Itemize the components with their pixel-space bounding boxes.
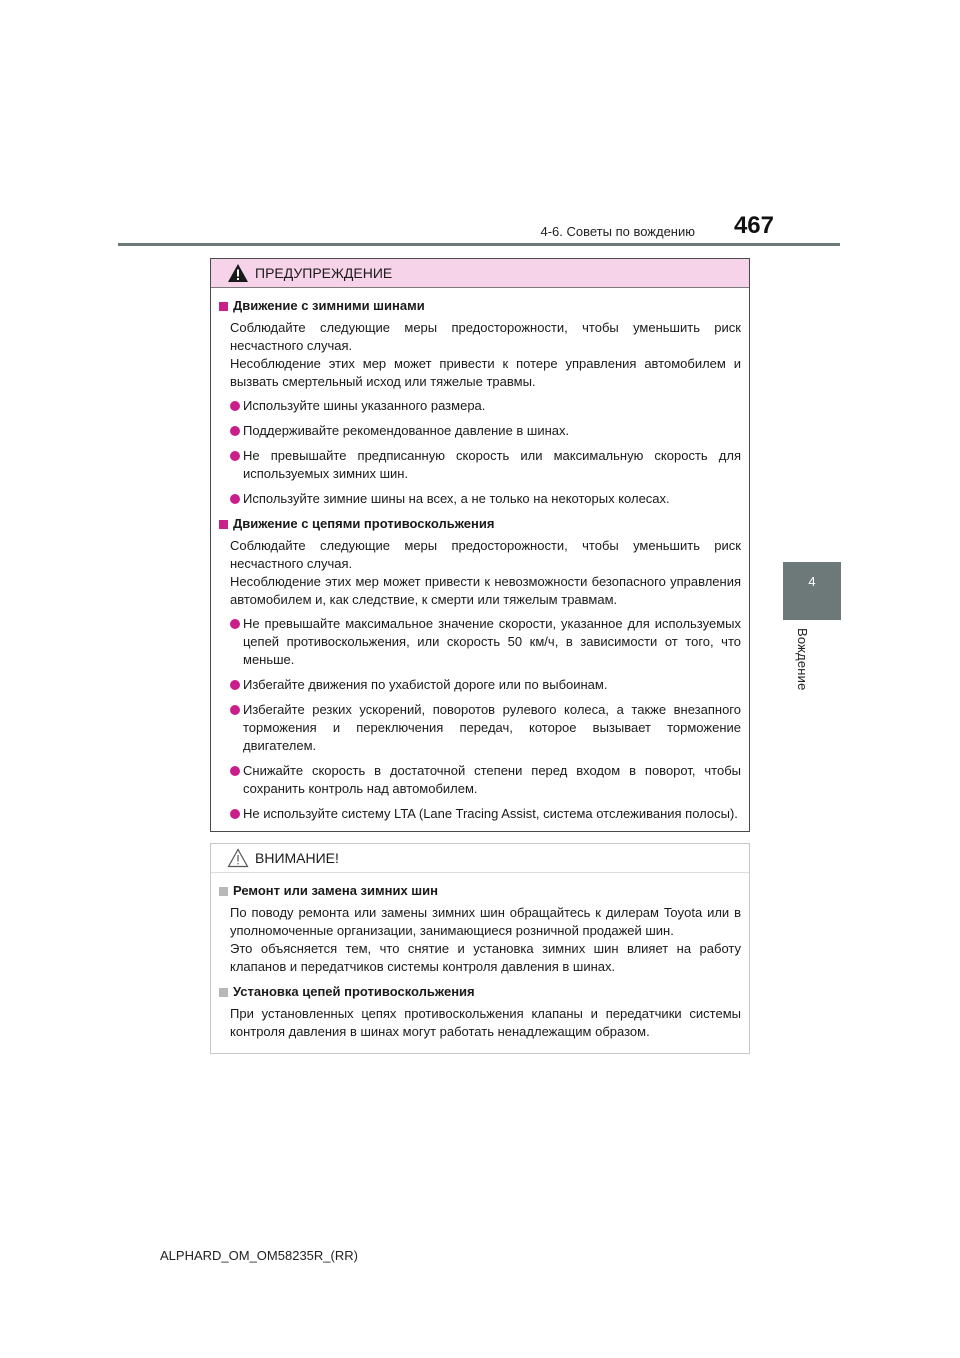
dot-bullet-icon	[230, 809, 240, 819]
dot-bullet-icon	[230, 766, 240, 776]
header-rule	[118, 243, 840, 246]
caution-body	[211, 873, 749, 1041]
dot-bullet-icon	[230, 426, 240, 436]
caution-section-tire-repair	[219, 882, 741, 976]
dot-bullet-icon	[230, 705, 240, 715]
section-heading: Движение с цепями противоскольжения	[219, 515, 741, 533]
warning-body	[211, 288, 749, 823]
square-bullet-icon	[219, 302, 228, 311]
caution-header	[211, 844, 749, 873]
document-code: ALPHARD_OM_OM58235R_(RR)	[160, 1248, 358, 1263]
section-heading: Установка цепей противоскольжения	[219, 983, 741, 1001]
list-item: Избегайте движения по ухабистой дороге или по выбоинам.	[219, 676, 741, 694]
list-item: Снижайте скорость в достаточной степени перед входом в поворот, чтобы сохранить контроль над автомобилем.	[219, 762, 741, 798]
caution-section-chain-install	[219, 983, 741, 1041]
caution-triangle-outline-icon	[227, 848, 249, 868]
paragraph: Несоблюдение этих мер может привести к невозможности безопасного управления автомобилем и, как следствие, к смерти или тяжелым травмам.	[230, 574, 741, 607]
chapter-number: 4	[808, 574, 816, 589]
page-header	[0, 0, 960, 250]
caution-title: ВНИМАНИЕ!	[255, 850, 339, 866]
caution-box	[210, 843, 750, 1054]
bullet-list	[219, 397, 741, 508]
dot-bullet-icon	[230, 401, 240, 411]
paragraph: Несоблюдение этих мер может привести к потере управления автомобилем и вызвать смертельный исход или тяжелые травмы.	[230, 356, 741, 389]
paragraph: При установленных цепях противоскольжения клапаны и передатчики системы контроля давления в шинах могут работать ненадлежащим образом.	[230, 1006, 741, 1039]
paragraph: Соблюдайте следующие меры предосторожности, чтобы уменьшить риск несчастного случая.	[230, 320, 741, 353]
list-item: Не превышайте предписанную скорость или максимальную скорость для используемых зимних шин.	[219, 447, 741, 483]
warning-triangle-icon	[227, 263, 249, 283]
section-title: 4-6. Советы по вождению	[540, 224, 695, 239]
page-number: 467	[733, 212, 774, 239]
chapter-name: Вождение	[795, 628, 810, 691]
list-item: Избегайте резких ускорений, поворотов рулевого колеса, а также внезапного торможения и переключения передач, которое вызывает торможение двигателем.	[219, 701, 741, 755]
warning-section-winter-tires	[219, 297, 741, 508]
warning-section-snow-chains	[219, 515, 741, 823]
square-bullet-icon	[219, 988, 228, 997]
warning-box	[210, 258, 750, 832]
paragraph: По поводу ремонта или замены зимних шин обращайтесь к дилерам Toyota или в уполномоченные организации, занимающиеся розничной продажей шин.	[230, 905, 741, 938]
bullet-list	[219, 615, 741, 823]
dot-bullet-icon	[230, 494, 240, 504]
square-bullet-icon	[219, 887, 228, 896]
section-heading: Ремонт или замена зимних шин	[219, 882, 741, 900]
list-item: Используйте зимние шины на всех, а не только на некоторых колесах.	[219, 490, 741, 508]
list-item: Не превышайте максимальное значение скорости, указанное для используемых цепей противоскольжения, или скорость 50 км/ч, в зависимости от того, что меньше.	[219, 615, 741, 669]
warning-header	[211, 259, 749, 288]
chapter-tab	[783, 562, 841, 620]
dot-bullet-icon	[230, 680, 240, 690]
square-bullet-icon	[219, 520, 228, 529]
dot-bullet-icon	[230, 619, 240, 629]
paragraph: Это объясняется тем, что снятие и установка зимних шин влияет на работу клапанов и передатчиков системы контроля давления в шинах.	[230, 941, 741, 974]
list-item: Используйте шины указанного размера.	[219, 397, 741, 415]
section-heading: Движение с зимними шинами	[219, 297, 741, 315]
dot-bullet-icon	[230, 451, 240, 461]
list-item: Не используйте систему LTA (Lane Tracing Assist, система отслеживания полосы).	[219, 805, 741, 823]
list-item: Поддерживайте рекомендованное давление в шинах.	[219, 422, 741, 440]
warning-title: ПРЕДУПРЕЖДЕНИЕ	[255, 265, 393, 281]
paragraph: Соблюдайте следующие меры предосторожности, чтобы уменьшить риск несчастного случая.	[230, 538, 741, 571]
